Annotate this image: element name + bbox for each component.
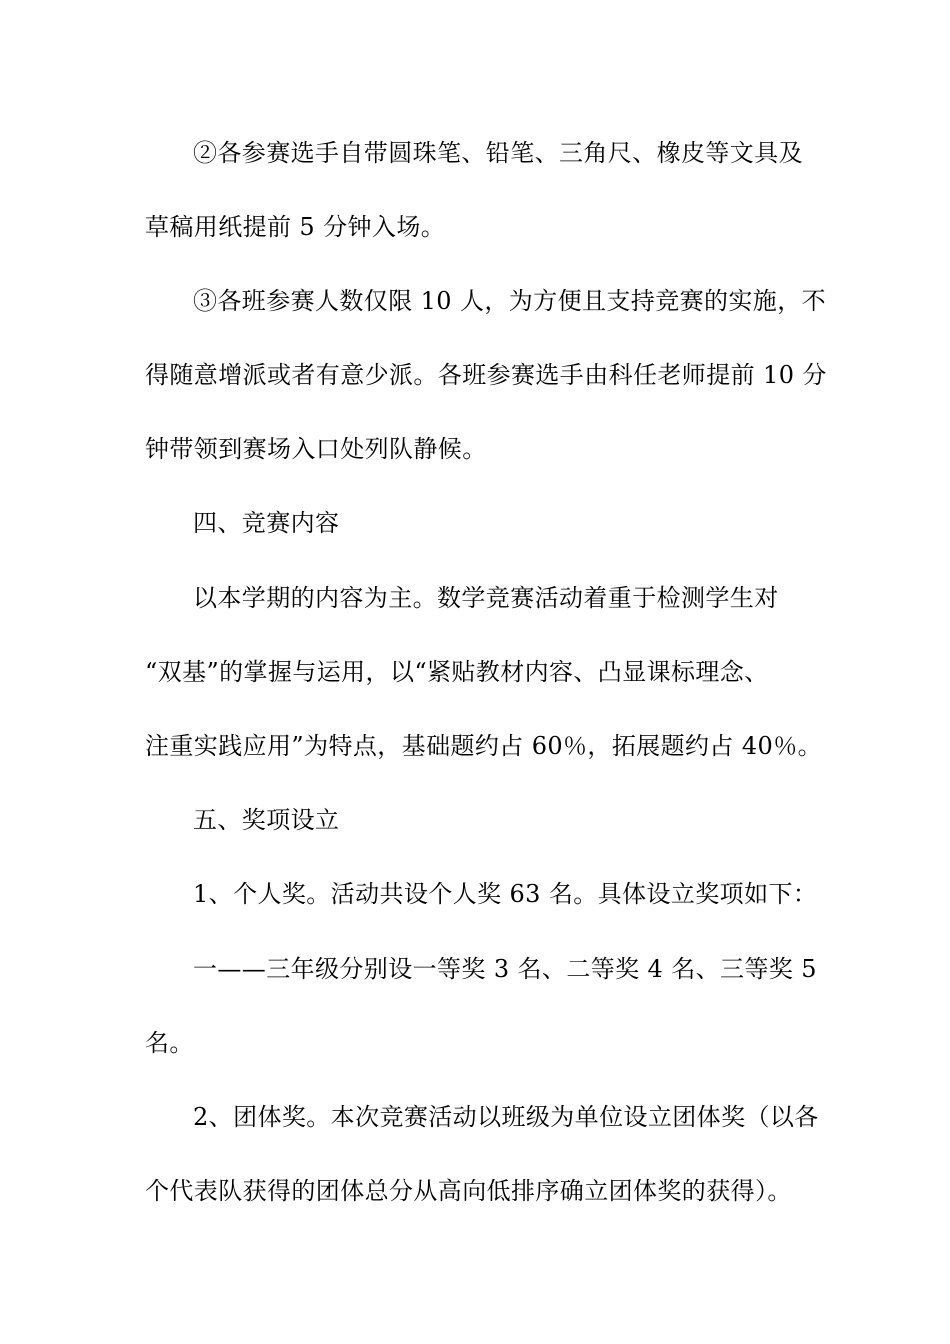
paragraph-line: ②各参赛选手自带圆珠笔、铅笔、三角尺、橡皮等文具及 [193,139,803,167]
paragraph-line: 以本学期的内容为主。数学竞赛活动着重于检测学生对 [193,584,779,612]
paragraph-line: 钟带领到赛场入口处列队静候。 [145,435,487,463]
section-heading: 四、竞赛内容 [193,509,340,537]
paragraph-line: 得随意增派或者有意少派。各班参赛选手由科任老师提前 10 分 [145,361,827,389]
paragraph-line: 草稿用纸提前 5 分钟入场。 [145,213,446,241]
section-heading: 五、奖项设立 [193,806,340,834]
paragraph-line: 名。 [145,1029,194,1057]
paragraph-line: 注重实践应用”为特点，基础题约占 60％，拓展题约占 40％。 [145,732,823,760]
paragraph-line: 个代表队获得的团体总分从高向低排序确立团体奖的获得）。 [145,1177,792,1205]
paragraph-line: 2、团体奖。本次竞赛活动以班级为单位设立团体奖（以各 [193,1103,819,1131]
paragraph-line: 1、个人奖。活动共设个人奖 63 名。具体设立奖项如下： [193,880,818,908]
paragraph-line: ③各班参赛人数仅限 10 人，为方便且支持竞赛的实施，不 [193,287,826,315]
paragraph-line: 一——三年级分别设一等奖 3 名、二等奖 4 名、三等奖 5 [193,955,817,983]
paragraph-line: “双基”的掌握与运用，以“紧贴教材内容、凸显课标理念、 [145,658,769,686]
